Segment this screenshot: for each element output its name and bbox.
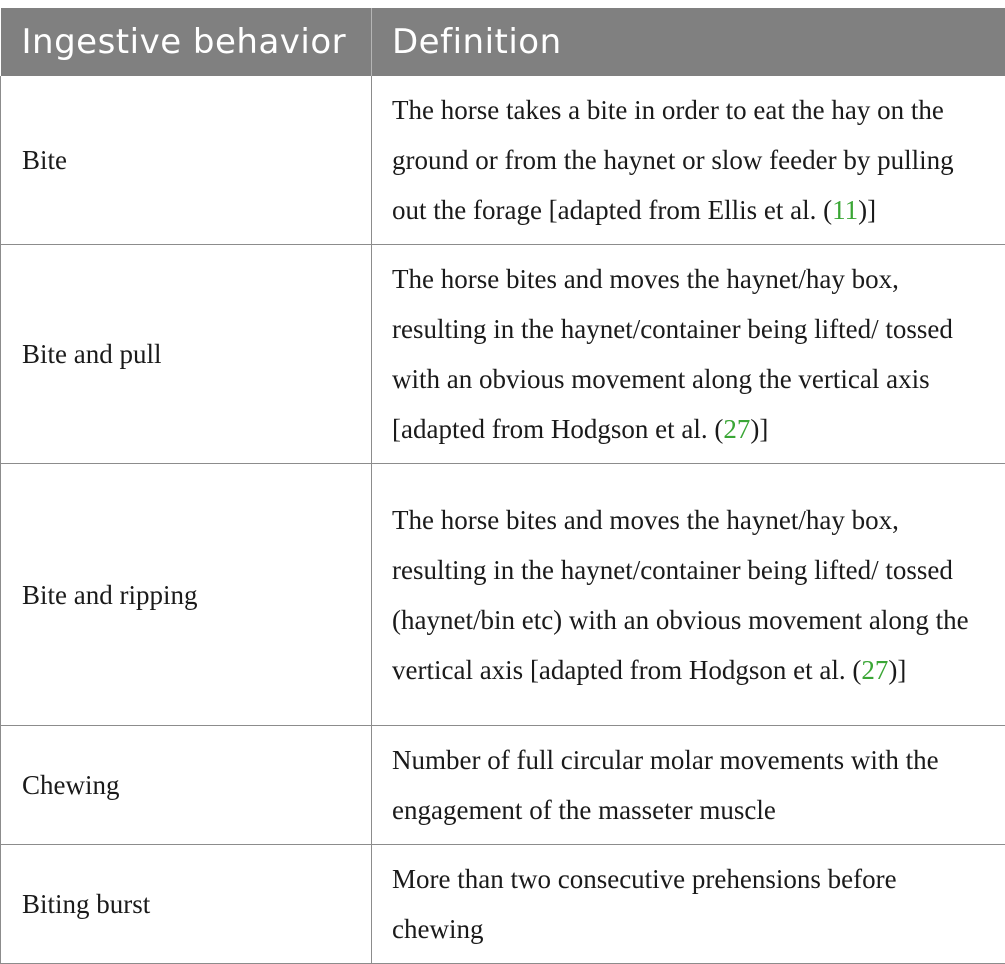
definition-cell xyxy=(372,245,1005,464)
definition-text-end: )] xyxy=(888,655,906,685)
definition-cell xyxy=(372,76,1005,245)
definition-text: More than two consecutive prehensions before chewing xyxy=(392,864,897,944)
definition-cell xyxy=(372,464,1005,726)
table-row xyxy=(1,76,1005,245)
column-header-behavior: Ingestive behavior xyxy=(1,8,372,76)
behavior-cell: Bite xyxy=(1,76,372,245)
definition-text: The horse bites and moves the haynet/hay box, resulting in the haynet/container being lifted/ tossed (haynet/bin etc) with an obvious movement along the vertical axis [adapted from Hodgson et al. ( xyxy=(392,505,969,685)
reference-link[interactable]: 27 xyxy=(723,414,750,444)
behavior-definition-table xyxy=(0,8,1005,964)
definition-text: The horse bites and moves the haynet/hay box, resulting in the haynet/container being lifted/ tossed with an obvious movement along the vertical axis [adapted from Hodgson et al. ( xyxy=(392,264,953,444)
reference-link[interactable]: 27 xyxy=(861,655,888,685)
definition-cell xyxy=(372,726,1005,845)
behavior-cell: Biting burst xyxy=(1,845,372,964)
definition-text-end: )] xyxy=(858,195,876,225)
table-row xyxy=(1,245,1005,464)
column-header-definition: Definition xyxy=(372,8,1005,76)
definition-cell xyxy=(372,845,1005,964)
definition-text: The horse takes a bite in order to eat the hay on the ground or from the haynet or slow feeder by pulling out the forage [adapted from Ellis et al. ( xyxy=(392,95,954,225)
table-row xyxy=(1,726,1005,845)
table-row xyxy=(1,845,1005,964)
table-header-row xyxy=(1,8,1005,76)
behavior-cell: Bite and pull xyxy=(1,245,372,464)
definition-text-end: )] xyxy=(750,414,768,444)
definition-text: Number of full circular molar movements with the engagement of the masseter muscle xyxy=(392,745,939,825)
behavior-cell: Bite and ripping xyxy=(1,464,372,726)
behavior-cell: Chewing xyxy=(1,726,372,845)
table-row xyxy=(1,464,1005,726)
reference-link[interactable]: 11 xyxy=(832,195,858,225)
